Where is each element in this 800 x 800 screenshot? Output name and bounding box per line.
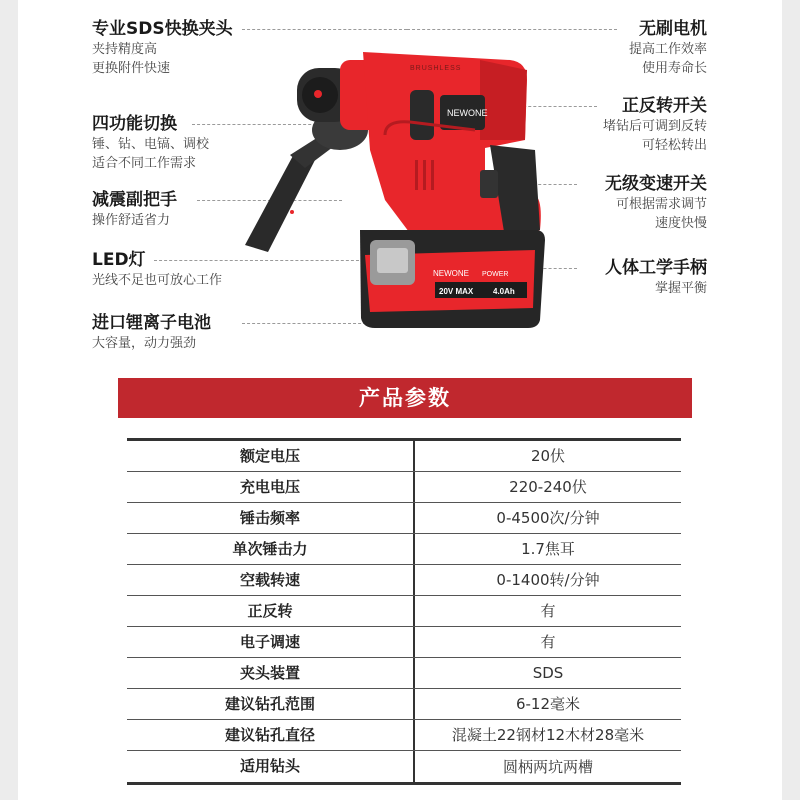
- spec-key: 电子调速: [127, 627, 415, 657]
- battery-capacity: 4.0Ah: [493, 287, 515, 296]
- spec-value: SDS: [532, 664, 564, 682]
- rotary-hammer-drill-image: [235, 40, 570, 340]
- feature-desc: 适合不同工作需求: [92, 156, 197, 171]
- spec-key: 空载转速: [127, 565, 415, 595]
- feature-aux-handle: [92, 189, 177, 230]
- feature-title: 无级变速开关: [605, 174, 707, 194]
- table-row: [127, 503, 681, 534]
- battery-pack: [360, 230, 545, 328]
- battery-power-label: POWER: [482, 271, 509, 278]
- table-row: [127, 441, 681, 472]
- spec-key: 单次锤击力: [127, 534, 415, 564]
- feature-title: LED灯: [92, 250, 146, 270]
- spec-value: 有: [540, 602, 556, 620]
- spec-key: 额定电压: [127, 441, 415, 471]
- table-bottom-border: [127, 782, 681, 785]
- feature-desc: 掌握平衡: [654, 281, 707, 296]
- spec-key: 锤击频率: [127, 503, 415, 533]
- feature-desc: 使用寿命长: [641, 61, 707, 76]
- table-row: [127, 627, 681, 658]
- feature-desc: 可轻松转出: [641, 138, 707, 153]
- table-row: [127, 658, 681, 689]
- spec-section-title: 产品参数: [118, 378, 692, 418]
- feature-desc: 光线不足也可放心工作: [92, 273, 223, 288]
- spec-value: 0-4500次/分钟: [496, 509, 600, 527]
- table-row: [127, 472, 681, 503]
- spec-key: 充电电压: [127, 472, 415, 502]
- spec-value: 20伏: [530, 447, 566, 465]
- feature-reverse-switch: [603, 95, 707, 155]
- spec-key: 建议钻孔范围: [127, 689, 415, 719]
- table-row: [127, 565, 681, 596]
- right-border-strip: [782, 0, 800, 800]
- feature-desc: 大容量，动力强劲: [92, 336, 197, 351]
- table-row: [127, 689, 681, 720]
- feature-four-modes: [92, 113, 209, 173]
- table-row: [127, 751, 681, 782]
- feature-desc: 夹持精度高: [92, 42, 158, 57]
- feature-desc: 操作舒适省力: [92, 213, 171, 228]
- spec-value: 圆柄两坑两槽: [502, 757, 593, 776]
- feature-title: 人体工学手柄: [605, 258, 707, 278]
- spec-value: 220-240伏: [509, 478, 587, 496]
- brand-logo: NEWONE: [447, 108, 488, 118]
- spec-key: 适用钻头: [127, 751, 415, 782]
- feature-desc: 提高工作效率: [628, 42, 707, 57]
- spec-value: 有: [540, 633, 556, 651]
- feature-brushless-motor: [629, 18, 707, 78]
- feature-desc: 速度快慢: [654, 216, 707, 231]
- spec-value: 1.7焦耳: [521, 540, 575, 558]
- spec-value: 0-1400转/分钟: [496, 571, 600, 589]
- spec-value: 6-12毫米: [515, 695, 581, 713]
- spec-key: 夹头装置: [127, 658, 415, 688]
- spec-key: 建议钻孔直径: [127, 720, 415, 750]
- spec-value: 混凝土22钢材12木材28毫米: [451, 726, 645, 744]
- feature-title: 进口锂离子电池: [92, 313, 211, 333]
- feature-title: 四功能切换: [92, 114, 177, 134]
- motor-label: BRUSHLESS: [410, 65, 462, 72]
- table-row: [127, 534, 681, 565]
- battery-voltage: 20V MAX: [439, 287, 474, 296]
- battery-brand: NEWONE: [433, 269, 469, 278]
- spec-key: 正反转: [127, 596, 415, 626]
- table-row: [127, 720, 681, 751]
- feature-title: 正反转开关: [622, 96, 707, 116]
- leader-line: [242, 29, 407, 30]
- feature-title: 减震副把手: [92, 190, 177, 210]
- feature-ergonomic-grip: [605, 257, 707, 298]
- feature-led: [92, 249, 222, 290]
- left-border-strip: [0, 0, 18, 800]
- feature-battery: [92, 312, 211, 353]
- feature-variable-speed: [605, 173, 707, 233]
- feature-desc: 锤、钻、电镐、调校: [92, 137, 210, 152]
- feature-desc: 更换附件快速: [92, 61, 171, 76]
- vent-slots: [415, 160, 434, 190]
- feature-title: 无刷电机: [639, 19, 707, 39]
- spec-table: [127, 438, 681, 785]
- feature-desc: 可根据需求调节: [615, 197, 707, 212]
- leader-line: [407, 29, 617, 30]
- spec-rows: [127, 441, 681, 782]
- feature-title: 专业SDS快换夹头: [92, 19, 233, 39]
- feature-desc: 堵钻后可调到反转: [602, 119, 707, 134]
- side-handle: [245, 110, 368, 252]
- feature-sds-chuck: [92, 18, 233, 78]
- table-row: [127, 596, 681, 627]
